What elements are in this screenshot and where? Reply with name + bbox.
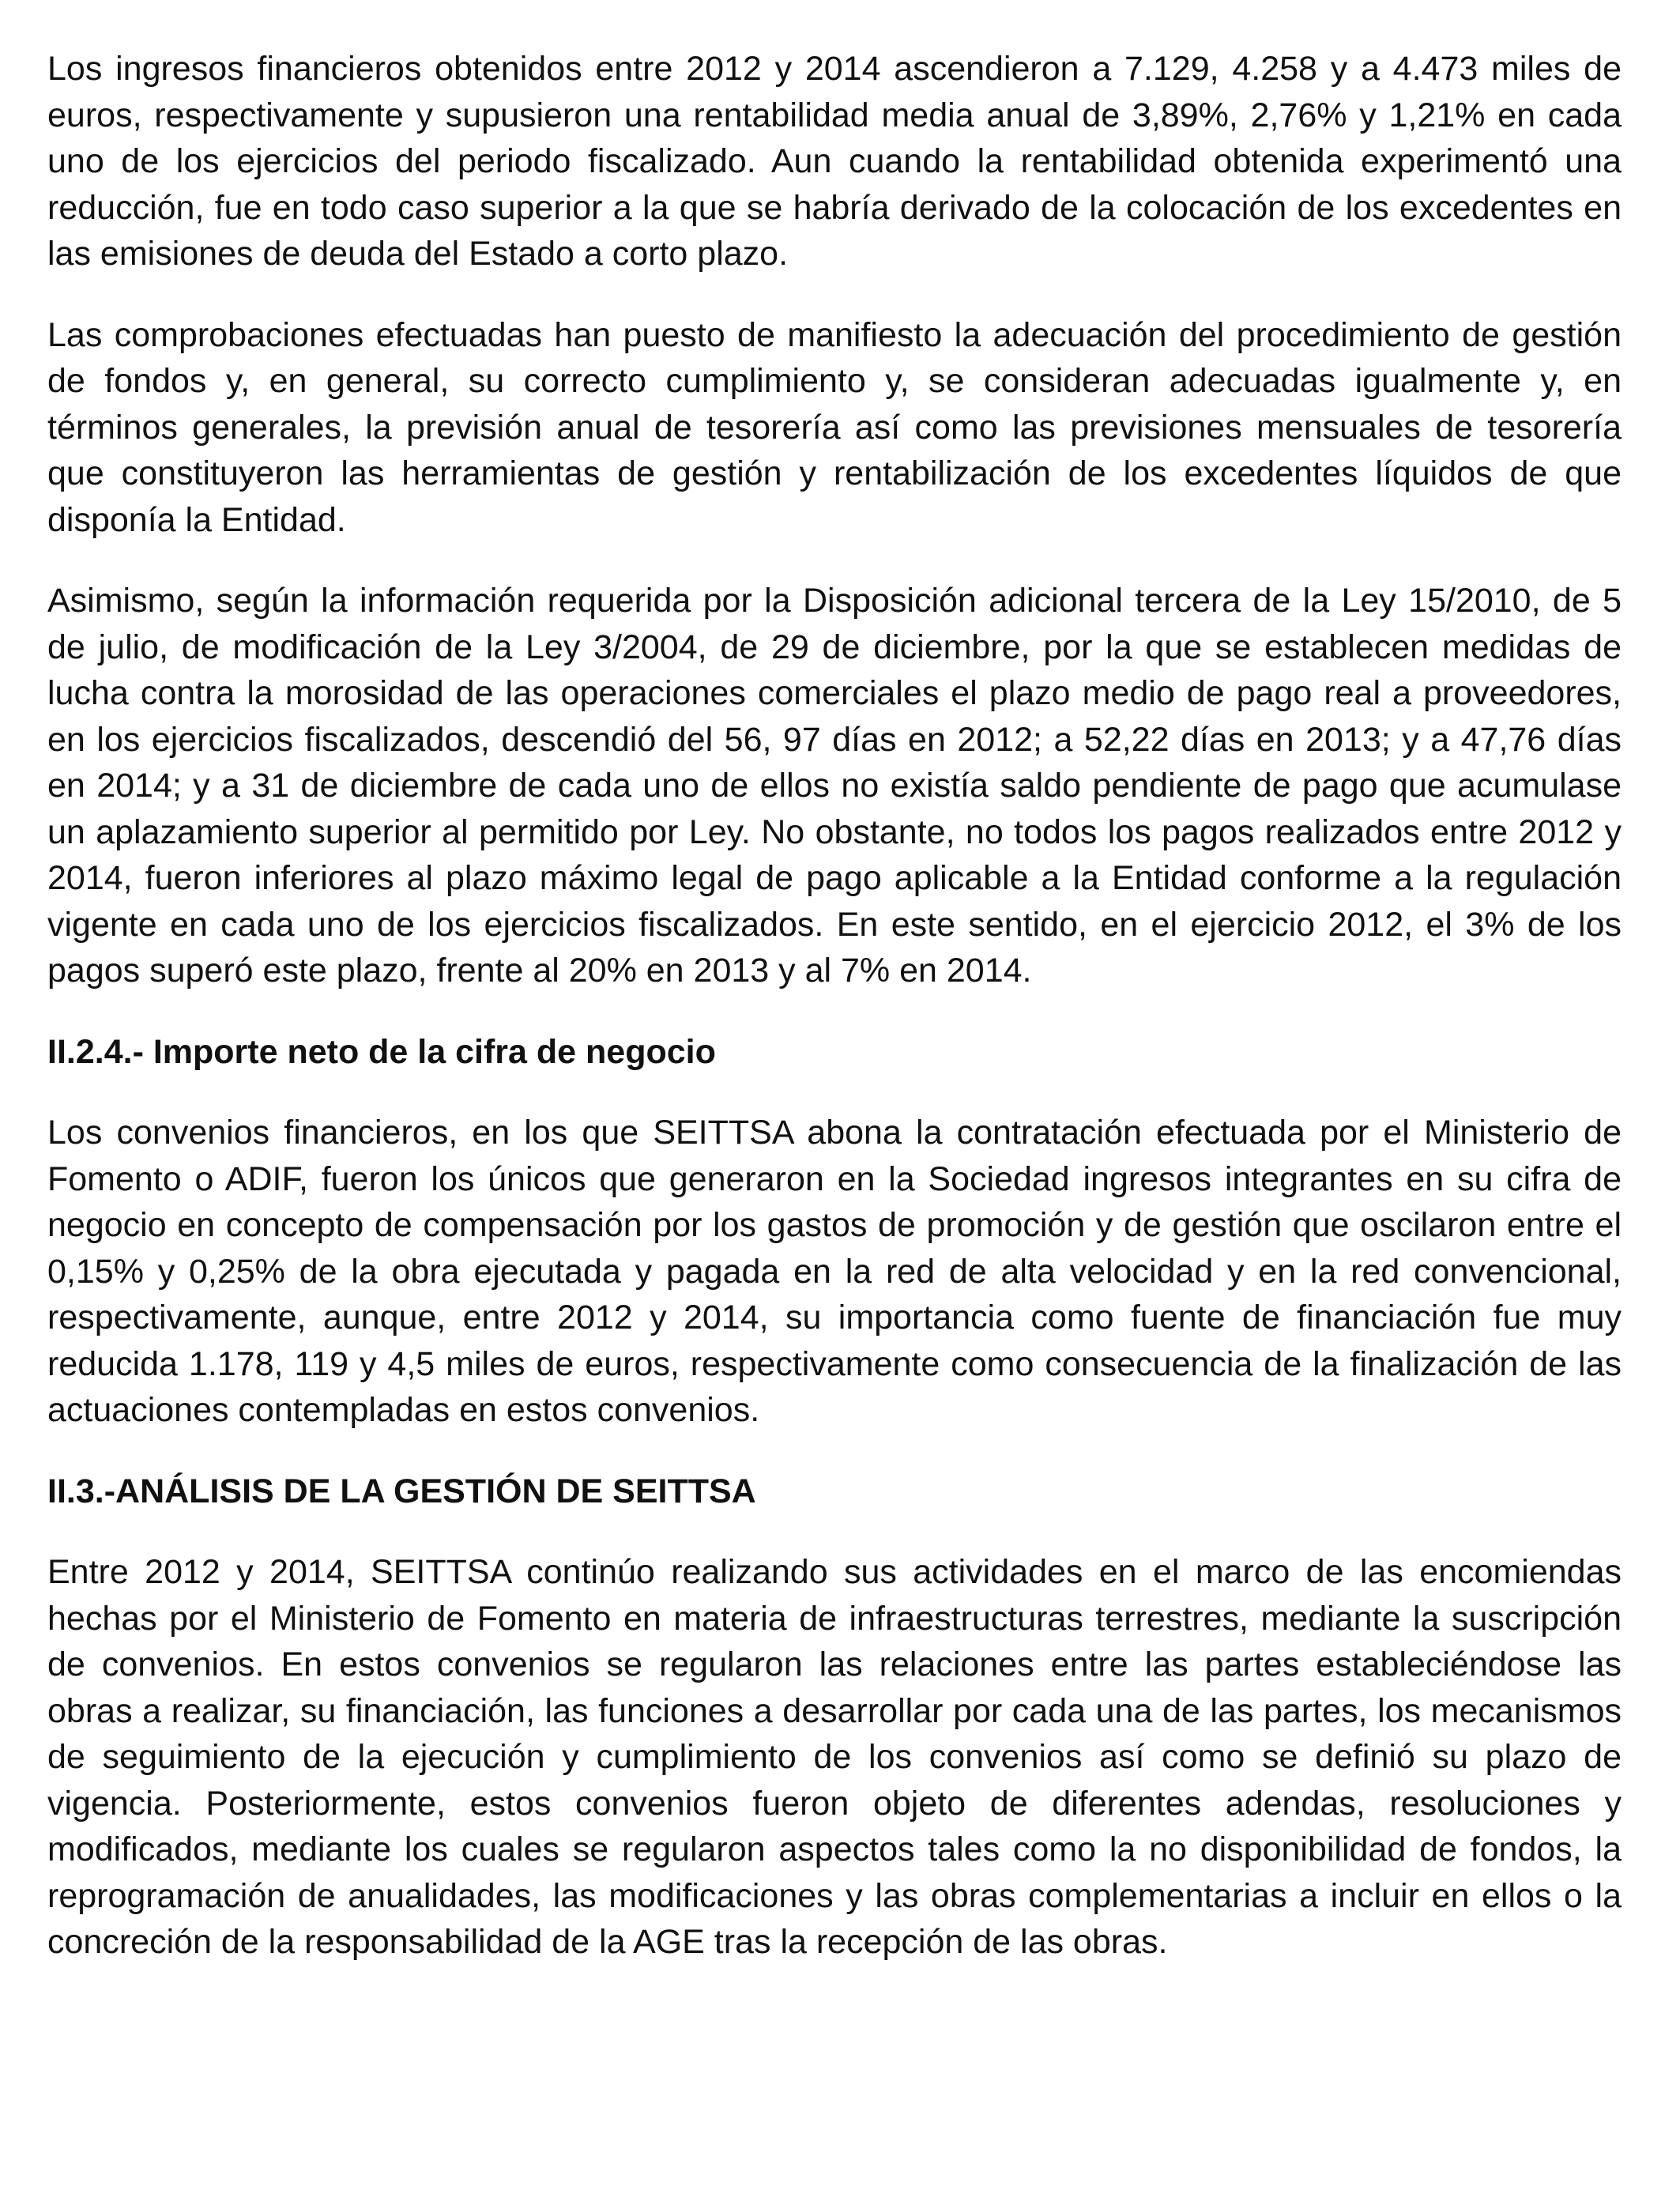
section-heading-224: II.2.4.- Importe neto de la cifra de negocio <box>47 1032 716 1071</box>
paragraph-financial-income: Los ingresos financieros obtenidos entre 2012 y 2014 ascendieron a 7.129, 4.258 y a 4.473 miles de euros, respectivamente y supusieron una rentabilidad media anual de 3,89%, 2,76% y 1,21% en cada uno de los ejercicios del periodo fiscalizado. Aun cuando la rentabilidad obtenida experimentó una reducción, fue en todo caso superior a la que se habría derivado de la colocación de los excedentes en las emisiones de deuda del Estado a corto plazo. <box>47 50 1622 273</box>
document-page <box>47 46 1622 2000</box>
paragraph-business-revenue: Los convenios financieros, en los que SEITTSA abona la contratación efectuada por el Ministerio de Fomento o ADIF, fueron los únicos que generaron en la Sociedad ingresos integrantes en su cifra de negocio en concepto de compensación por los gastos de promoción y de gestión que oscilaron entre el 0,15% y 0,25% de la obra ejecutada y pagada en la red de alta velocidad y en la red convencional, respectivamente, aunque, entre 2012 y 2014, su importancia como fuente de financiación fue muy reducida 1.178, 119 y 4,5 miles de euros, respectivamente como consecuencia de la finalización de las actuaciones contempladas en estos convenios. <box>47 1114 1622 1429</box>
section-heading-23: II.3.-ANÁLISIS DE LA GESTIÓN DE SEITTSA <box>47 1472 756 1510</box>
paragraph-seittsa-management: Entre 2012 y 2014, SEITTSA continúo realizando sus actividades en el marco de las encomiendas hechas por el Ministerio de Fomento en materia de infraestructuras terrestres, mediante la suscripción de convenios. En estos convenios se regularon las relaciones entre las partes estableciéndose las obras a realizar, su financiación, las funciones a desarrollar por cada una de las partes, los mecanismos de seguimiento de la ejecución y cumplimiento de los convenios así como se definió su plazo de vigencia. Posteriormente, estos convenios fueron objeto de diferentes adendas, resoluciones y modificados, mediante los cuales se regularon aspectos tales como la no disponibilidad de fondos, la reprogramación de anualidades, las modificaciones y las obras complementarias a incluir en ellos o la concreción de la responsabilidad de la AGE tras la recepción de las obras. <box>47 1553 1622 1961</box>
paragraph-fund-management: Las comprobaciones efectuadas han puesto de manifiesto la adecuación del procedimiento de gestión de fondos y, en general, su correcto cumplimiento y, se consideran adecuadas igualmente y, en términos generales, la previsión anual de tesorería así como las previsiones mensuales de tesorería que constituyeron las herramientas de gestión y rentabilización de los excedentes líquidos de que disponía la Entidad. <box>47 315 1622 539</box>
paragraph-payment-period: Asimismo, según la información requerida por la Disposición adicional tercera de la Ley 15/2010, de 5 de julio, de modificación de la Ley 3/2004, de 29 de diciembre, por la que se establecen medidas de lucha contra la morosidad de las operaciones comerciales el plazo medio de pago real a proveedores, en los ejercicios fiscalizados, descendió del 56, 97 días en 2012; a 52,22 días en 2013; y a 47,76 días en 2014; y a 31 de diciembre de cada uno de ellos no existía saldo pendiente de pago que acumulase un aplazamiento superior al permitido por Ley. No obstante, no todos los pagos realizados entre 2012 y 2014, fueron inferiores al plazo máximo legal de pago aplicable a la Entidad conforme a la regulación vigente en cada uno de los ejercicios fiscalizados. En este sentido, en el ejercicio 2012, el 3% de los pagos superó este plazo, frente al 20% en 2013 y al 7% en 2014. <box>47 582 1622 990</box>
